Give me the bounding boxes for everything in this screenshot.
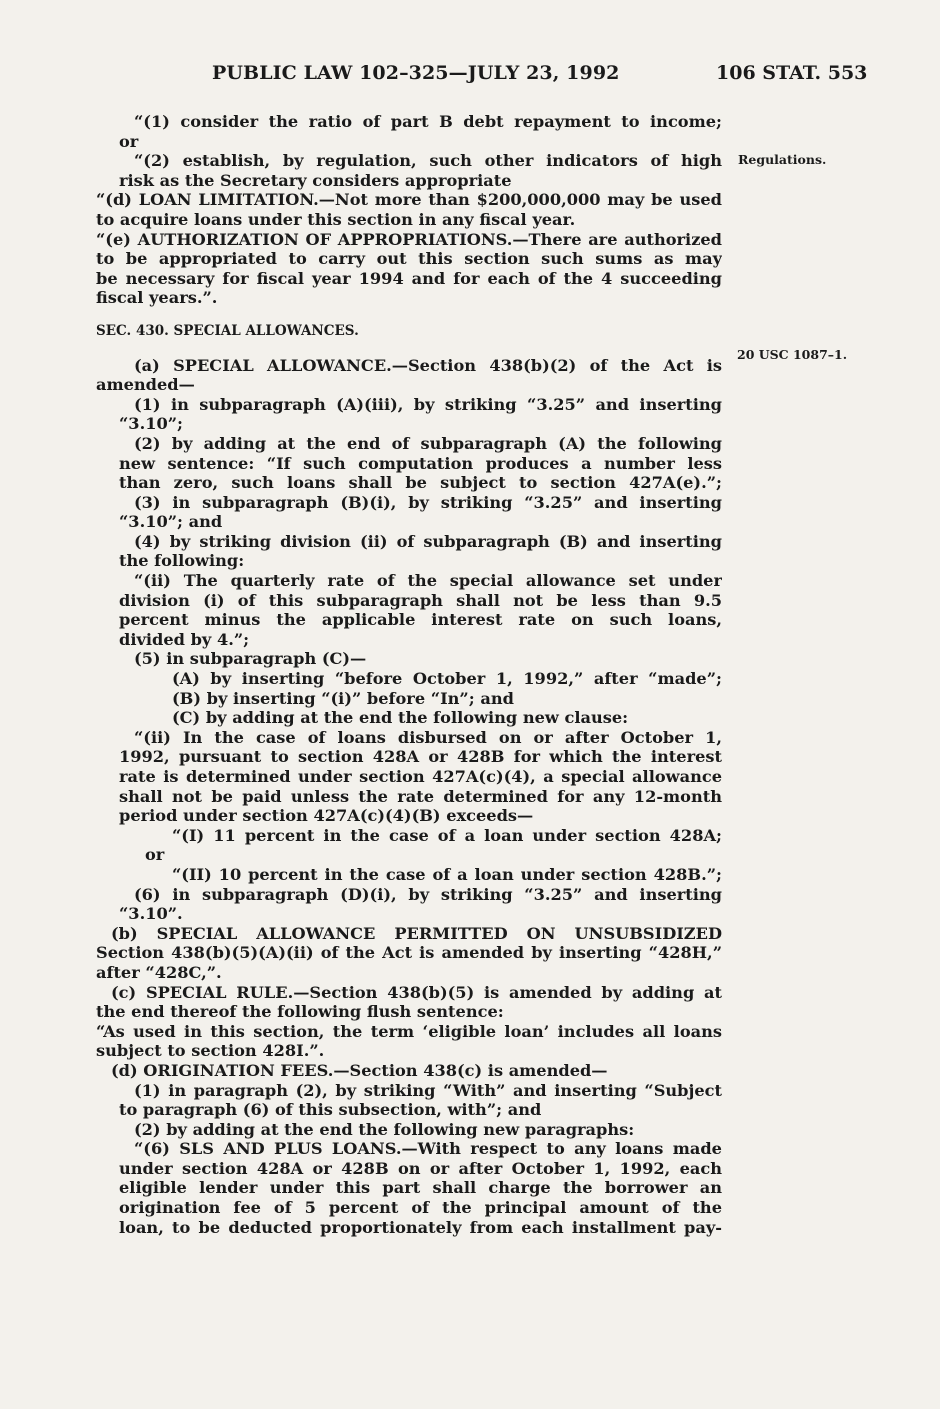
body-line: risk as the Secretary considers appropriate xyxy=(119,170,512,190)
body-line: or xyxy=(145,845,165,865)
body-line: to acquire loans under this section in any fiscal year. xyxy=(96,209,576,229)
body-line: (1) in subparagraph (A)(iii), by striking “3.25” and inserting xyxy=(134,394,722,414)
body-line: “(e) AUTHORIZATION OF APPROPRIATIONS.—There are authorized xyxy=(96,229,722,249)
margin-note-regulations: Regulations. xyxy=(738,152,827,167)
body-line: new sentence: “If such computation produces a number less xyxy=(119,453,722,473)
body-line: the end thereof the following flush sentence: xyxy=(96,1002,504,1022)
statute-body-text xyxy=(96,112,722,1237)
body-line: (c) SPECIAL RULE.—Section 438(b)(5) is amended by adding at xyxy=(111,982,722,1002)
section-heading: SEC. 430. SPECIAL ALLOWANCES. xyxy=(96,322,359,339)
body-line: (5) in subparagraph (C)— xyxy=(134,649,367,669)
body-line: amended— xyxy=(96,375,195,395)
body-line: period under section 427A(c)(4)(B) exceeds— xyxy=(119,806,534,826)
body-line: “(II) 10 percent in the case of a loan under section 428B.”; xyxy=(172,864,722,884)
body-line: “3.10”; xyxy=(119,414,184,434)
body-line: be necessary for fiscal year 1994 and for each of the 4 succeeding xyxy=(96,268,722,288)
body-line: “(d) LOAN LIMITATION.—Not more than $200,000,000 may be used xyxy=(96,190,722,210)
body-line: (3) in subparagraph (B)(i), by striking “3.25” and inserting xyxy=(134,492,722,512)
running-header-title: PUBLIC LAW 102–325—JULY 23, 1992 xyxy=(212,62,620,84)
body-line: (6) in subparagraph (D)(i), by striking “3.25” and inserting xyxy=(134,884,722,904)
body-line: “3.10”. xyxy=(119,904,183,924)
body-line: (d) ORIGINATION FEES.—Section 438(c) is amended— xyxy=(111,1060,608,1080)
body-line: Section 438(b)(5)(A)(ii) of the Act is amended by inserting “428H,” xyxy=(96,943,722,963)
body-line: after “428C,”. xyxy=(96,962,222,982)
body-line: rate is determined under section 427A(c)(4), a special allowance xyxy=(119,767,722,786)
body-line: subject to section 428I.”. xyxy=(96,1041,325,1061)
spacer xyxy=(96,308,722,322)
margin-note-usc-citation: 20 USC 1087–1. xyxy=(737,347,848,362)
body-line: “3.10”; and xyxy=(119,512,223,532)
body-line: (C) by adding at the end the following new clause: xyxy=(172,708,629,728)
body-line: (a) SPECIAL ALLOWANCE.—Section 438(b)(2) of the Act is xyxy=(134,355,722,375)
body-line: division (i) of this subparagraph shall not be less than 9.5 xyxy=(119,590,722,610)
body-line: percent minus the applicable interest rate on such loans, xyxy=(119,610,722,630)
body-line: 1992, pursuant to section 428A or 428B for which the interest xyxy=(119,747,722,767)
body-line: than zero, such loans shall be subject to section 427A(e).”; xyxy=(119,473,722,493)
body-line: “(2) establish, by regulation, such other indicators of high xyxy=(134,151,722,171)
body-line: to be appropriated to carry out this section such sums as may xyxy=(96,249,722,269)
body-line: origination fee of 5 percent of the principal amount of the xyxy=(119,1198,722,1218)
body-line: (2) by adding at the end the following new paragraphs: xyxy=(134,1119,635,1139)
body-line: eligible lender under this part shall charge the borrower an xyxy=(119,1178,722,1198)
body-line: (b) SPECIAL ALLOWANCE PERMITTED ON UNSUBSIDIZED xyxy=(111,923,722,943)
body-line: fiscal years.”. xyxy=(96,288,218,308)
body-line: loan, to be deducted proportionately from each installment pay- xyxy=(119,1217,722,1237)
body-line: (1) in paragraph (2), by striking “With” and inserting “Subject xyxy=(134,1080,722,1100)
body-line: (A) by inserting “before October 1, 1992,” after “made”; xyxy=(172,669,722,689)
body-line: under section 428A or 428B on or after October 1, 1992, each xyxy=(119,1158,722,1178)
body-line: (2) by adding at the end of subparagraph (A) the following xyxy=(134,433,722,453)
body-line: “(ii) The quarterly rate of the special allowance set under xyxy=(134,571,722,591)
body-line: to paragraph (6) of this subsection, with”; and xyxy=(119,1100,542,1120)
body-line: “(1) consider the ratio of part B debt repayment to income; xyxy=(134,112,722,131)
body-line: (B) by inserting “(i)” before “In”; and xyxy=(172,688,514,708)
body-line: the following: xyxy=(119,551,245,571)
spacer xyxy=(96,342,722,356)
body-line: “(I) 11 percent in the case of a loan under section 428A; xyxy=(172,825,722,845)
body-line: “(6) SLS AND PLUS LOANS.—With respect to any loans made xyxy=(134,1139,722,1159)
body-line: divided by 4.”; xyxy=(119,629,250,649)
body-line: “As used in this section, the term ‘eligible loan’ includes all loans xyxy=(96,1021,722,1041)
body-line: “(ii) In the case of loans disbursed on or after October 1, xyxy=(134,727,722,747)
body-line: shall not be paid unless the rate determined for any 12-month xyxy=(119,786,722,806)
body-line: or xyxy=(119,131,139,151)
page-citation: 106 STAT. 553 xyxy=(716,62,868,84)
body-line: (4) by striking division (ii) of subparagraph (B) and inserting xyxy=(134,531,722,551)
